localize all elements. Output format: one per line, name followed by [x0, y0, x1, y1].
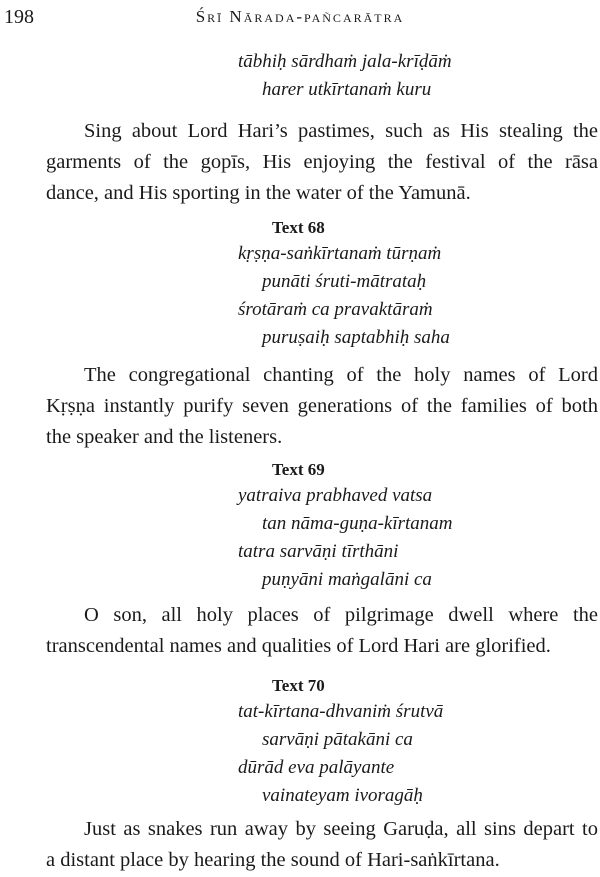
- verse-line: vainateyam ivoragāḥ: [262, 785, 423, 806]
- page-header: [0, 4, 600, 30]
- paragraph-line: Kṛṣṇa instantly purify seven generations of the families of both: [46, 395, 598, 417]
- verse-line: kṛṣṇa-saṅkīrtanaṁ tūrṇaṁ: [238, 243, 442, 264]
- verse-line: tan nāma-guṇa-kīrtanam: [262, 513, 453, 534]
- verse-text-68: [238, 240, 450, 352]
- paragraph-line: dance, and His sporting in the water of the Yamunā.: [46, 182, 471, 204]
- verse-text-69: [238, 482, 453, 594]
- running-title: Śrī Nārada-pañcarātra: [195, 7, 405, 26]
- verse-line: dūrād eva palāyante: [238, 757, 395, 778]
- verse-line: tābhiḥ sārdhaṁ jala-krīḍāṁ: [238, 51, 452, 72]
- paragraph-line: Sing about Lord Hari’s pastimes, such as His stealing the: [84, 120, 598, 142]
- verse-number-heading: Text 70: [272, 676, 325, 695]
- page-number: 198: [4, 6, 34, 28]
- paragraph-line: Just as snakes run away by seeing Garuḍa, all sins depart to: [84, 818, 598, 840]
- translation-paragraph: [46, 360, 598, 453]
- verse-line: harer utkīrtanaṁ kuru: [262, 79, 432, 100]
- paragraph-line: transcendental names and qualities of Lord Hari are glorified.: [46, 635, 551, 657]
- verse-line: puṇyāni maṅgalāni ca: [262, 569, 432, 590]
- verse-line: sarvāṇi pātakāni ca: [262, 729, 413, 750]
- paragraph-line: garments of the gopīs, His enjoying the festival of the rāsa: [46, 151, 598, 173]
- translation-paragraph: [46, 116, 598, 209]
- paragraph-line: O son, all holy places of pilgrimage dwell where the: [84, 604, 598, 626]
- verse-line: yatraiva prabhaved vatsa: [238, 485, 433, 506]
- paragraph-line: the speaker and the listeners.: [46, 426, 283, 448]
- translation-paragraph: [46, 600, 598, 662]
- verse-continuation: [238, 48, 452, 104]
- translation-paragraph: [46, 814, 598, 876]
- paragraph-line: The congregational chanting of the holy names of Lord: [84, 364, 598, 386]
- verse-number-heading: Text 69: [272, 460, 325, 479]
- verse-line: puruṣaiḥ saptabhiḥ saha: [262, 327, 450, 348]
- verse-text-70: [238, 698, 443, 810]
- verse-line: śrotāraṁ ca pravaktāraṁ: [238, 299, 433, 320]
- paragraph-line: a distant place by hearing the sound of Hari-saṅkīrtana.: [46, 849, 500, 871]
- verse-number-heading: Text 68: [272, 218, 325, 237]
- verse-line: tatra sarvāṇi tīrthāni: [238, 541, 399, 562]
- verse-line: tat-kīrtana-dhvaniṁ śrutvā: [238, 701, 444, 722]
- verse-line: punāti śruti-mātrataḥ: [262, 271, 427, 292]
